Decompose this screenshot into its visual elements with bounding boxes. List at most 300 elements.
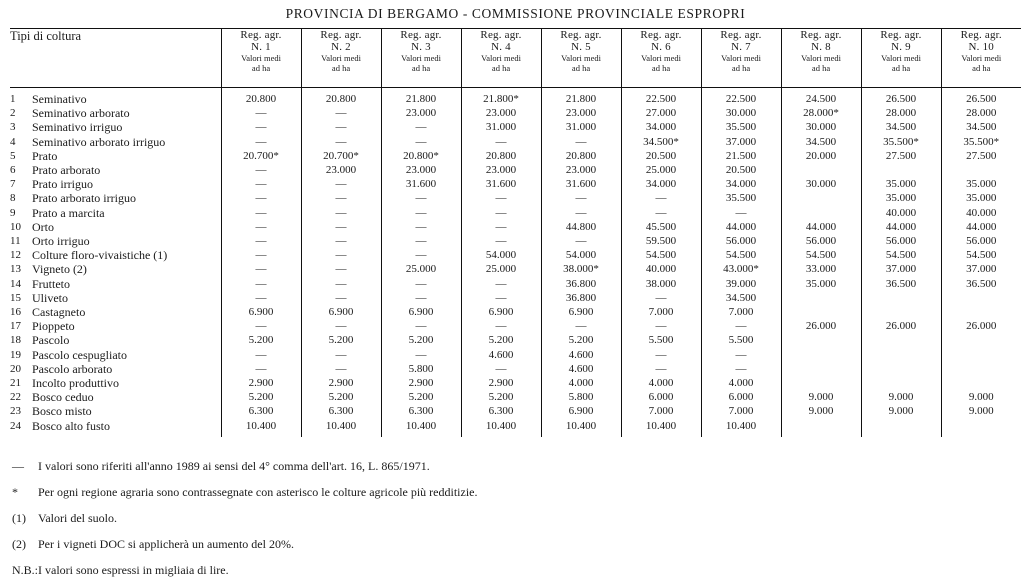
cell-value: 2.900 [221, 376, 301, 390]
row-label: Incolto produttivo [32, 376, 119, 391]
column-header-2 [301, 29, 381, 88]
column-header-8-line4: ad ha [811, 63, 831, 73]
row-header-label: Tipi di coltura [10, 29, 221, 88]
cell-value: 27.500 [861, 149, 941, 163]
cell-value: 9.000 [861, 404, 941, 418]
cell-value: 20.000 [781, 149, 861, 163]
table-body [10, 88, 1021, 437]
cell-value: 25.000 [621, 163, 701, 177]
row-number: 14 [10, 277, 21, 290]
cell-value: 6.900 [541, 305, 621, 319]
cell-value: 36.800 [541, 291, 621, 305]
column-header-10-line2: N. 10 [968, 41, 994, 53]
row-label: Orto irriguo [32, 234, 90, 249]
cell-value: 56.000 [781, 234, 861, 248]
cell-value: — [301, 120, 381, 134]
cell-value: — [301, 348, 381, 362]
cell-value: — [621, 191, 701, 205]
footnote-3-mark: (1) [12, 510, 26, 525]
cell-value: — [221, 135, 301, 149]
table-row [10, 163, 1021, 177]
table-row [10, 106, 1021, 120]
cell-value: 21.800 [381, 88, 461, 107]
cell-value: — [381, 206, 461, 220]
cell-value: 4.600 [541, 362, 621, 376]
row-number: 21 [10, 377, 21, 390]
cell-value: 36.500 [941, 277, 1021, 291]
cell-value: 34.000 [701, 177, 781, 191]
cell-value: 25.000 [461, 262, 541, 276]
cell-value: 30.000 [781, 120, 861, 134]
cell-value: 10.400 [461, 419, 541, 437]
column-header-1-line4: ad ha [251, 63, 271, 73]
cell-value: 28.000* [781, 106, 861, 120]
cell-value: 7.000 [701, 404, 781, 418]
cell-value [781, 206, 861, 220]
cell-value: 54.500 [781, 248, 861, 262]
cell-value: 31.000 [541, 120, 621, 134]
cell-value: 5.200 [461, 390, 541, 404]
cell-value: 44.800 [541, 220, 621, 234]
cell-value: 34.500 [701, 291, 781, 305]
row-number: 23 [10, 405, 21, 418]
cell-value: 23.000 [461, 106, 541, 120]
column-header-5-line4: ad ha [571, 63, 591, 73]
cell-value: 5.800 [541, 390, 621, 404]
cell-value [861, 291, 941, 305]
row-label: Orto [32, 219, 54, 234]
page-title: PROVINCIA DI BERGAMO - COMMISSIONE PROVINCIALE ESPROPRI [285, 6, 746, 21]
cell-value: 26.000 [781, 319, 861, 333]
cell-value: 21.800 [541, 88, 621, 107]
cell-value: — [301, 234, 381, 248]
cell-value: 20.500 [621, 149, 701, 163]
column-header-10 [941, 29, 1021, 88]
cell-value [941, 362, 1021, 376]
cell-value: 31.600 [381, 177, 461, 191]
cell-value: 43.000* [701, 262, 781, 276]
row-number: 24 [10, 419, 21, 432]
column-header-6-line2: N. 6 [651, 41, 671, 53]
column-header-2-line3: Valori medi [321, 53, 361, 63]
cell-value: 35.500* [941, 135, 1021, 149]
row-label: Prato a marcita [32, 205, 105, 220]
column-header-10-line3: Valori medi [961, 53, 1002, 63]
row-number: 16 [10, 306, 21, 319]
table-row [10, 305, 1021, 319]
cell-value: 34.500* [621, 135, 701, 149]
cell-value: 9.000 [861, 390, 941, 404]
cell-value: 6.000 [621, 390, 701, 404]
cell-value: 22.500 [701, 88, 781, 107]
cell-value: 9.000 [941, 390, 1021, 404]
cell-value [941, 419, 1021, 437]
column-header-2-line4: ad ha [331, 63, 351, 73]
cell-value: 35.500* [861, 135, 941, 149]
column-header-7-line2: N. 7 [731, 41, 751, 53]
cell-value: 20.800* [381, 149, 461, 163]
cell-value: 9.000 [781, 390, 861, 404]
cell-value: — [221, 220, 301, 234]
cell-value: 27.000 [621, 106, 701, 120]
column-header-7-line4: ad ha [731, 63, 751, 73]
cell-value: 37.000 [701, 135, 781, 149]
cell-value: 21.500 [701, 149, 781, 163]
cell-value: 7.000 [621, 305, 701, 319]
cell-value: 23.000 [301, 163, 381, 177]
row-number: 22 [10, 391, 21, 404]
table-row [10, 291, 1021, 305]
cell-value: 44.000 [861, 220, 941, 234]
column-header-9-line4: ad ha [891, 63, 911, 73]
cell-value [781, 362, 861, 376]
cell-value: 44.000 [701, 220, 781, 234]
cell-value: 5.200 [381, 390, 461, 404]
column-header-4-line3: Valori medi [481, 53, 521, 63]
column-header-10-line4: ad ha [972, 63, 991, 73]
row-number: 4 [10, 135, 16, 148]
cell-value: — [381, 135, 461, 149]
cell-value: 38.000 [621, 277, 701, 291]
row-label: Castagneto [32, 305, 86, 320]
table-row [10, 120, 1021, 134]
cell-value: — [461, 277, 541, 291]
table-row [10, 206, 1021, 220]
cell-value: — [221, 262, 301, 276]
cell-value: 25.000 [381, 262, 461, 276]
cell-value: 37.000 [861, 262, 941, 276]
column-header-9-line3: Valori medi [881, 53, 921, 63]
cell-value: 6.900 [301, 305, 381, 319]
table-row [10, 277, 1021, 291]
table-row [10, 262, 1021, 276]
row-number: 17 [10, 320, 21, 333]
column-header-7-line1: Reg. agr. [720, 29, 762, 41]
column-header-8-line1: Reg. agr. [800, 29, 842, 41]
cell-value: 34.500 [941, 120, 1021, 134]
cell-value: 38.000* [541, 262, 621, 276]
column-header-4-line4: ad ha [491, 63, 511, 73]
cell-value: 30.000 [701, 106, 781, 120]
cell-value: 10.400 [381, 419, 461, 437]
cell-value: 28.000 [861, 106, 941, 120]
cell-value: — [541, 206, 621, 220]
row-number: 9 [10, 206, 16, 219]
column-header-6-line4: ad ha [651, 63, 671, 73]
cell-value: — [541, 234, 621, 248]
row-label: Prato arborato irriguo [32, 191, 136, 206]
table-row [10, 234, 1021, 248]
column-header-1-line3: Valori medi [241, 53, 281, 63]
cell-value: — [461, 220, 541, 234]
cell-value: 39.000 [701, 277, 781, 291]
cell-value: 20.700* [221, 149, 301, 163]
cell-value: 4.000 [701, 376, 781, 390]
column-header-3-line2: N. 3 [411, 41, 431, 53]
column-header-8-line2: N. 8 [811, 41, 831, 53]
column-header-4-line1: Reg. agr. [480, 29, 522, 41]
cell-value: 36.800 [541, 277, 621, 291]
cell-value: 34.000 [621, 177, 701, 191]
cell-value: 45.500 [621, 220, 701, 234]
cell-value: 10.400 [541, 419, 621, 437]
row-label: Vigneto (2) [32, 262, 87, 277]
column-header-3 [381, 29, 461, 88]
cell-value: — [221, 234, 301, 248]
row-number: 11 [10, 235, 21, 248]
cell-value: 20.800 [461, 149, 541, 163]
cell-value: 6.300 [301, 404, 381, 418]
cell-value [781, 291, 861, 305]
cell-value: 26.500 [861, 88, 941, 107]
cell-value: 10.400 [301, 419, 381, 437]
table-row [10, 319, 1021, 333]
footnote-3 [12, 505, 1021, 531]
cell-value [941, 163, 1021, 177]
cell-value: — [301, 248, 381, 262]
row-label: Colture floro-vivaistiche (1) [32, 248, 168, 263]
cell-value [861, 348, 941, 362]
footnote-1 [12, 453, 1021, 479]
cell-value: 4.000 [621, 376, 701, 390]
cell-value [941, 305, 1021, 319]
footnote-1-mark: — [12, 458, 24, 473]
column-header-6-line3: Valori medi [641, 53, 681, 63]
footnote-4-mark: (2) [12, 536, 26, 551]
cell-value: 54.500 [941, 248, 1021, 262]
cell-value: 44.000 [781, 220, 861, 234]
cell-value: — [621, 206, 701, 220]
cell-value: 26.000 [941, 319, 1021, 333]
row-label: Seminativo arborato irriguo [32, 134, 166, 149]
cell-value: 2.900 [301, 376, 381, 390]
cell-value: — [381, 234, 461, 248]
table-row [10, 177, 1021, 191]
cell-value: — [621, 319, 701, 333]
cell-value: 34.500 [781, 135, 861, 149]
column-header-9-line2: N. 9 [891, 41, 911, 53]
row-number: 15 [10, 291, 21, 304]
column-header-9-line1: Reg. agr. [880, 29, 922, 41]
cell-value: 2.900 [381, 376, 461, 390]
cell-value: — [301, 206, 381, 220]
row-number: 12 [10, 249, 21, 262]
cell-value: — [301, 191, 381, 205]
cell-value: 31.600 [541, 177, 621, 191]
cell-value: — [221, 106, 301, 120]
table-row [10, 248, 1021, 262]
row-label: Pascolo arborato [32, 361, 113, 376]
cell-value: — [221, 248, 301, 262]
cell-value: 34.500 [861, 120, 941, 134]
column-header-3-line1: Reg. agr. [400, 29, 442, 41]
cell-value: — [621, 291, 701, 305]
cell-value [781, 191, 861, 205]
cell-value: 5.200 [221, 390, 301, 404]
cell-value: 23.000 [541, 163, 621, 177]
cell-value: 35.500 [701, 120, 781, 134]
row-number: 1 [10, 93, 16, 105]
cell-value: 6.900 [381, 305, 461, 319]
cell-value: 36.500 [861, 277, 941, 291]
cell-value: — [221, 163, 301, 177]
column-header-8 [781, 29, 861, 88]
column-header-7 [701, 29, 781, 88]
cell-value: — [301, 177, 381, 191]
cell-value: — [301, 291, 381, 305]
column-header-5-line2: N. 5 [571, 41, 591, 53]
cell-value: 56.000 [941, 234, 1021, 248]
table-row [10, 419, 1021, 437]
cell-value: 35.500 [701, 191, 781, 205]
row-label: Seminativo irriguo [32, 120, 123, 135]
cell-value: 27.500 [941, 149, 1021, 163]
cell-value: 26.500 [941, 88, 1021, 107]
cell-value: — [381, 319, 461, 333]
cell-value: 6.900 [541, 404, 621, 418]
cell-value: — [301, 362, 381, 376]
cell-value: 9.000 [941, 404, 1021, 418]
cell-value: — [221, 206, 301, 220]
table-row [10, 404, 1021, 418]
cell-value: 20.500 [701, 163, 781, 177]
cell-value: 35.000 [781, 277, 861, 291]
row-label: Prato irriguo [32, 177, 93, 192]
cell-value: — [301, 106, 381, 120]
cell-value: 7.000 [621, 404, 701, 418]
row-number: 20 [10, 362, 21, 375]
table-row [10, 220, 1021, 234]
table-row [10, 88, 1021, 107]
cell-value: 5.500 [621, 333, 701, 347]
cell-value: 24.500 [781, 88, 861, 107]
cell-value: — [301, 277, 381, 291]
footnote-3-text: Valori del suolo. [38, 510, 117, 525]
cell-value [781, 305, 861, 319]
cell-value: 20.800 [221, 88, 301, 107]
cell-value: 7.000 [701, 305, 781, 319]
cell-value: 35.000 [861, 191, 941, 205]
footnotes [10, 453, 1021, 583]
cell-value: — [701, 319, 781, 333]
cell-value: — [221, 348, 301, 362]
cell-value: 5.200 [461, 333, 541, 347]
footnote-5-text: I valori sono espressi in migliaia di lire. [38, 562, 229, 577]
cell-value: — [541, 135, 621, 149]
row-number: 3 [10, 121, 16, 134]
cell-value: 5.200 [381, 333, 461, 347]
row-label: Bosco misto [32, 404, 92, 419]
cell-value: 40.000 [621, 262, 701, 276]
column-header-6-line1: Reg. agr. [640, 29, 682, 41]
row-label: Pioppeto [32, 319, 75, 334]
cell-value [781, 163, 861, 177]
cell-value: 35.000 [941, 191, 1021, 205]
cell-value: 20.700* [301, 149, 381, 163]
cell-value: 54.500 [701, 248, 781, 262]
row-label: Seminativo [32, 92, 87, 106]
cell-value: 37.000 [941, 262, 1021, 276]
column-header-3-line3: Valori medi [401, 53, 441, 63]
cell-value: — [461, 362, 541, 376]
cell-value: 54.000 [541, 248, 621, 262]
column-header-2-line2: N. 2 [331, 41, 351, 53]
row-label: Bosco alto fusto [32, 418, 110, 433]
cell-value: 20.800 [301, 88, 381, 107]
row-label: Bosco ceduo [32, 390, 94, 405]
column-header-10-line1: Reg. agr. [960, 29, 1002, 41]
row-label: Seminativo arborato [32, 106, 130, 121]
table-row [10, 191, 1021, 205]
row-number: 8 [10, 192, 16, 205]
cell-value: 5.500 [701, 333, 781, 347]
cell-value [781, 376, 861, 390]
column-header-5-line1: Reg. agr. [560, 29, 602, 41]
cell-value: 31.600 [461, 177, 541, 191]
cell-value: 23.000 [381, 163, 461, 177]
cell-value: 40.000 [941, 206, 1021, 220]
cell-value: — [701, 348, 781, 362]
cell-value: 4.600 [461, 348, 541, 362]
cell-value [781, 348, 861, 362]
column-header-4-line2: N. 4 [491, 41, 511, 53]
cell-value: — [301, 220, 381, 234]
cell-value: — [621, 348, 701, 362]
column-header-5-line3: Valori medi [561, 53, 601, 63]
row-label: Pascolo cespugliato [32, 347, 127, 362]
row-number: 5 [10, 149, 16, 162]
cell-value: 23.000 [541, 106, 621, 120]
column-header-1-line1: Reg. agr. [240, 29, 282, 41]
row-number: 10 [10, 220, 21, 233]
cell-value: 26.000 [861, 319, 941, 333]
cell-value [861, 376, 941, 390]
cell-value: 21.800* [461, 88, 541, 107]
row-number: 7 [10, 178, 16, 191]
cell-value: 33.000 [781, 262, 861, 276]
footnote-4 [12, 531, 1021, 557]
cell-value: 5.200 [541, 333, 621, 347]
column-header-5 [541, 29, 621, 88]
cell-value: 6.900 [221, 305, 301, 319]
cell-value: — [701, 362, 781, 376]
cell-value: 40.000 [861, 206, 941, 220]
cell-value: 59.500 [621, 234, 701, 248]
column-header-4 [461, 29, 541, 88]
cell-value [861, 419, 941, 437]
cell-value: — [461, 191, 541, 205]
footnote-5-mark: N.B.: [12, 562, 39, 577]
cell-value: 4.000 [541, 376, 621, 390]
column-header-6 [621, 29, 701, 88]
cell-value: 6.300 [381, 404, 461, 418]
cell-value: 6.300 [221, 404, 301, 418]
cell-value: — [701, 206, 781, 220]
cell-value: — [381, 220, 461, 234]
cell-value [781, 333, 861, 347]
table-row [10, 333, 1021, 347]
cell-value: — [301, 319, 381, 333]
cell-value: — [381, 120, 461, 134]
table-row [10, 390, 1021, 404]
column-header-2-line1: Reg. agr. [320, 29, 362, 41]
cell-value: 35.000 [941, 177, 1021, 191]
cell-value: 6.900 [461, 305, 541, 319]
cell-value: 6.000 [701, 390, 781, 404]
footnote-1-text: I valori sono riferiti all'anno 1989 ai sensi del 4° comma dell'art. 16, L. 865/1971. [38, 458, 430, 473]
cell-value: — [461, 319, 541, 333]
cell-value: 5.200 [221, 333, 301, 347]
